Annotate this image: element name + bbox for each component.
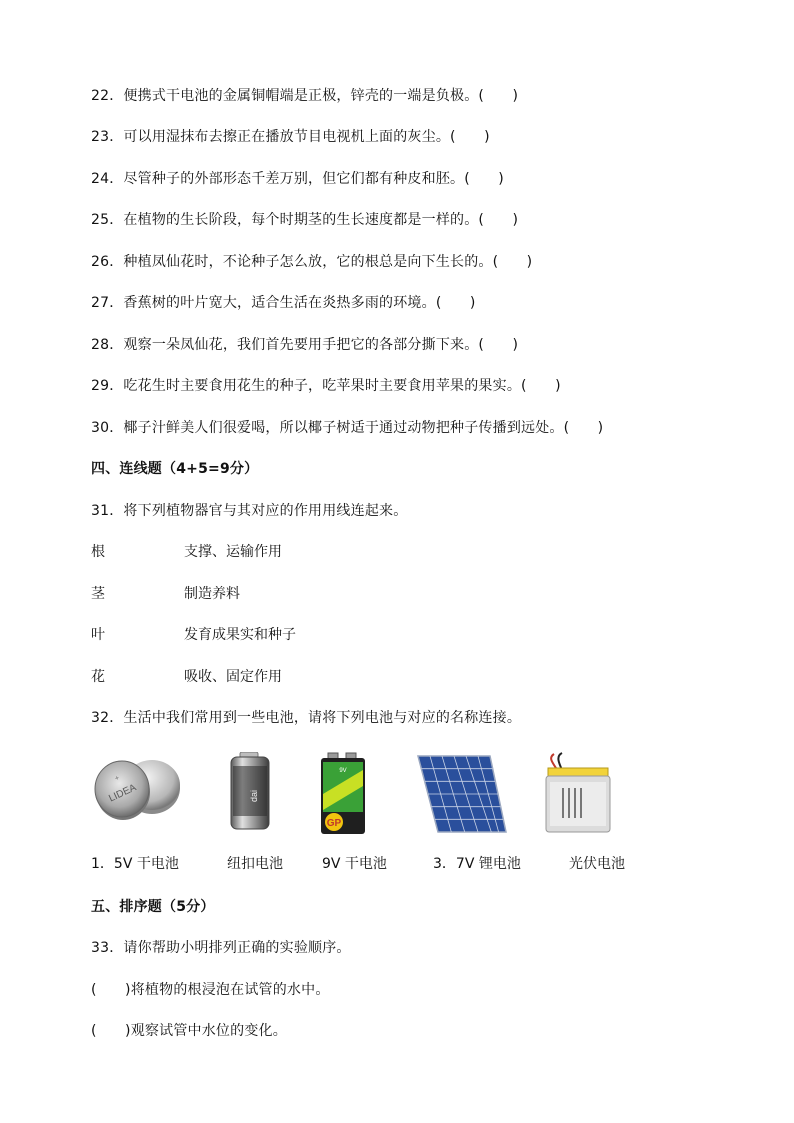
coin-cell-label: LIDEA — [107, 782, 139, 805]
question-32: 32．生活中我们常用到一些电池，请将下列电池与对应的名称连接。 — [91, 710, 522, 726]
svg-text:+: + — [114, 774, 121, 783]
question-24: 24．尽管种子的外部形态千差万别，但它们都有种皮和胚。( ) — [91, 171, 504, 187]
organ-root: 根 — [91, 544, 106, 560]
question-31: 31．将下列植物器官与其对应的作用用线连起来。 — [91, 503, 408, 519]
battery-name-3-7v-lithium: 3．7V 锂电池 — [433, 856, 521, 872]
question-27: 27．香蕉树的叶片宽大，适合生活在炎热多雨的环境。( ) — [91, 295, 476, 311]
function-support-transport: 支撑、运输作用 — [184, 544, 282, 560]
section-5-heading: 五、排序题（5分） — [91, 899, 215, 915]
question-30: 30．椰子汁鲜美人们很爱喝，所以椰子树适于通过动物把种子传播到远处。( ) — [91, 420, 604, 436]
organ-leaf: 叶 — [91, 627, 106, 643]
ordering-step-2: ( )观察试管中水位的变化。 — [91, 1023, 287, 1039]
battery-name-coin-cell: 纽扣电池 — [227, 856, 283, 872]
question-23: 23．可以用湿抹布去擦正在播放节目电视机上面的灰尘。( ) — [91, 129, 490, 145]
cylinder-battery-image — [227, 752, 275, 832]
question-22: 22．便携式干电池的金属铜帽端是正极，锌壳的一端是负极。( ) — [91, 88, 519, 104]
function-make-nutrients: 制造养料 — [184, 586, 240, 602]
nine-volt-brand-label: GP — [326, 818, 342, 829]
cylinder-battery-label: dai — [249, 789, 259, 803]
question-33: 33．请你帮助小明排列正确的实验顺序。 — [91, 940, 351, 956]
ordering-step-1: ( )将植物的根浸泡在试管的水中。 — [91, 982, 330, 998]
coin-cell-battery-image — [92, 752, 184, 824]
battery-name-9v: 9V 干电池 — [322, 856, 387, 872]
question-28: 28．观察一朵凤仙花，我们首先要用手把它的各部分撕下来。( ) — [91, 337, 519, 353]
battery-name-photovoltaic: 光伏电池 — [569, 856, 625, 872]
function-absorb-anchor: 吸收、固定作用 — [184, 669, 282, 685]
organ-flower: 花 — [91, 669, 106, 685]
function-fruit-seed: 发育成果实和种子 — [184, 627, 296, 643]
battery-name-1-5v: 1．5V 干电池 — [91, 856, 179, 872]
question-29: 29．吃花生时主要食用花生的种子，吃苹果时主要食用苹果的果实。( ) — [91, 378, 561, 394]
nine-volt-battery-image — [318, 752, 368, 836]
organ-stem: 茎 — [91, 586, 106, 602]
svg-text:9V: 9V — [339, 768, 347, 774]
section-4-heading: 四、连线题（4+5=9分） — [91, 461, 259, 477]
solar-panel-image — [414, 752, 508, 834]
question-26: 26．种植凤仙花时，不论种子怎么放，它的根总是向下生长的。( ) — [91, 254, 533, 270]
lithium-battery-image — [540, 752, 614, 834]
question-25: 25．在植物的生长阶段，每个时期茎的生长速度都是一样的。( ) — [91, 212, 519, 228]
